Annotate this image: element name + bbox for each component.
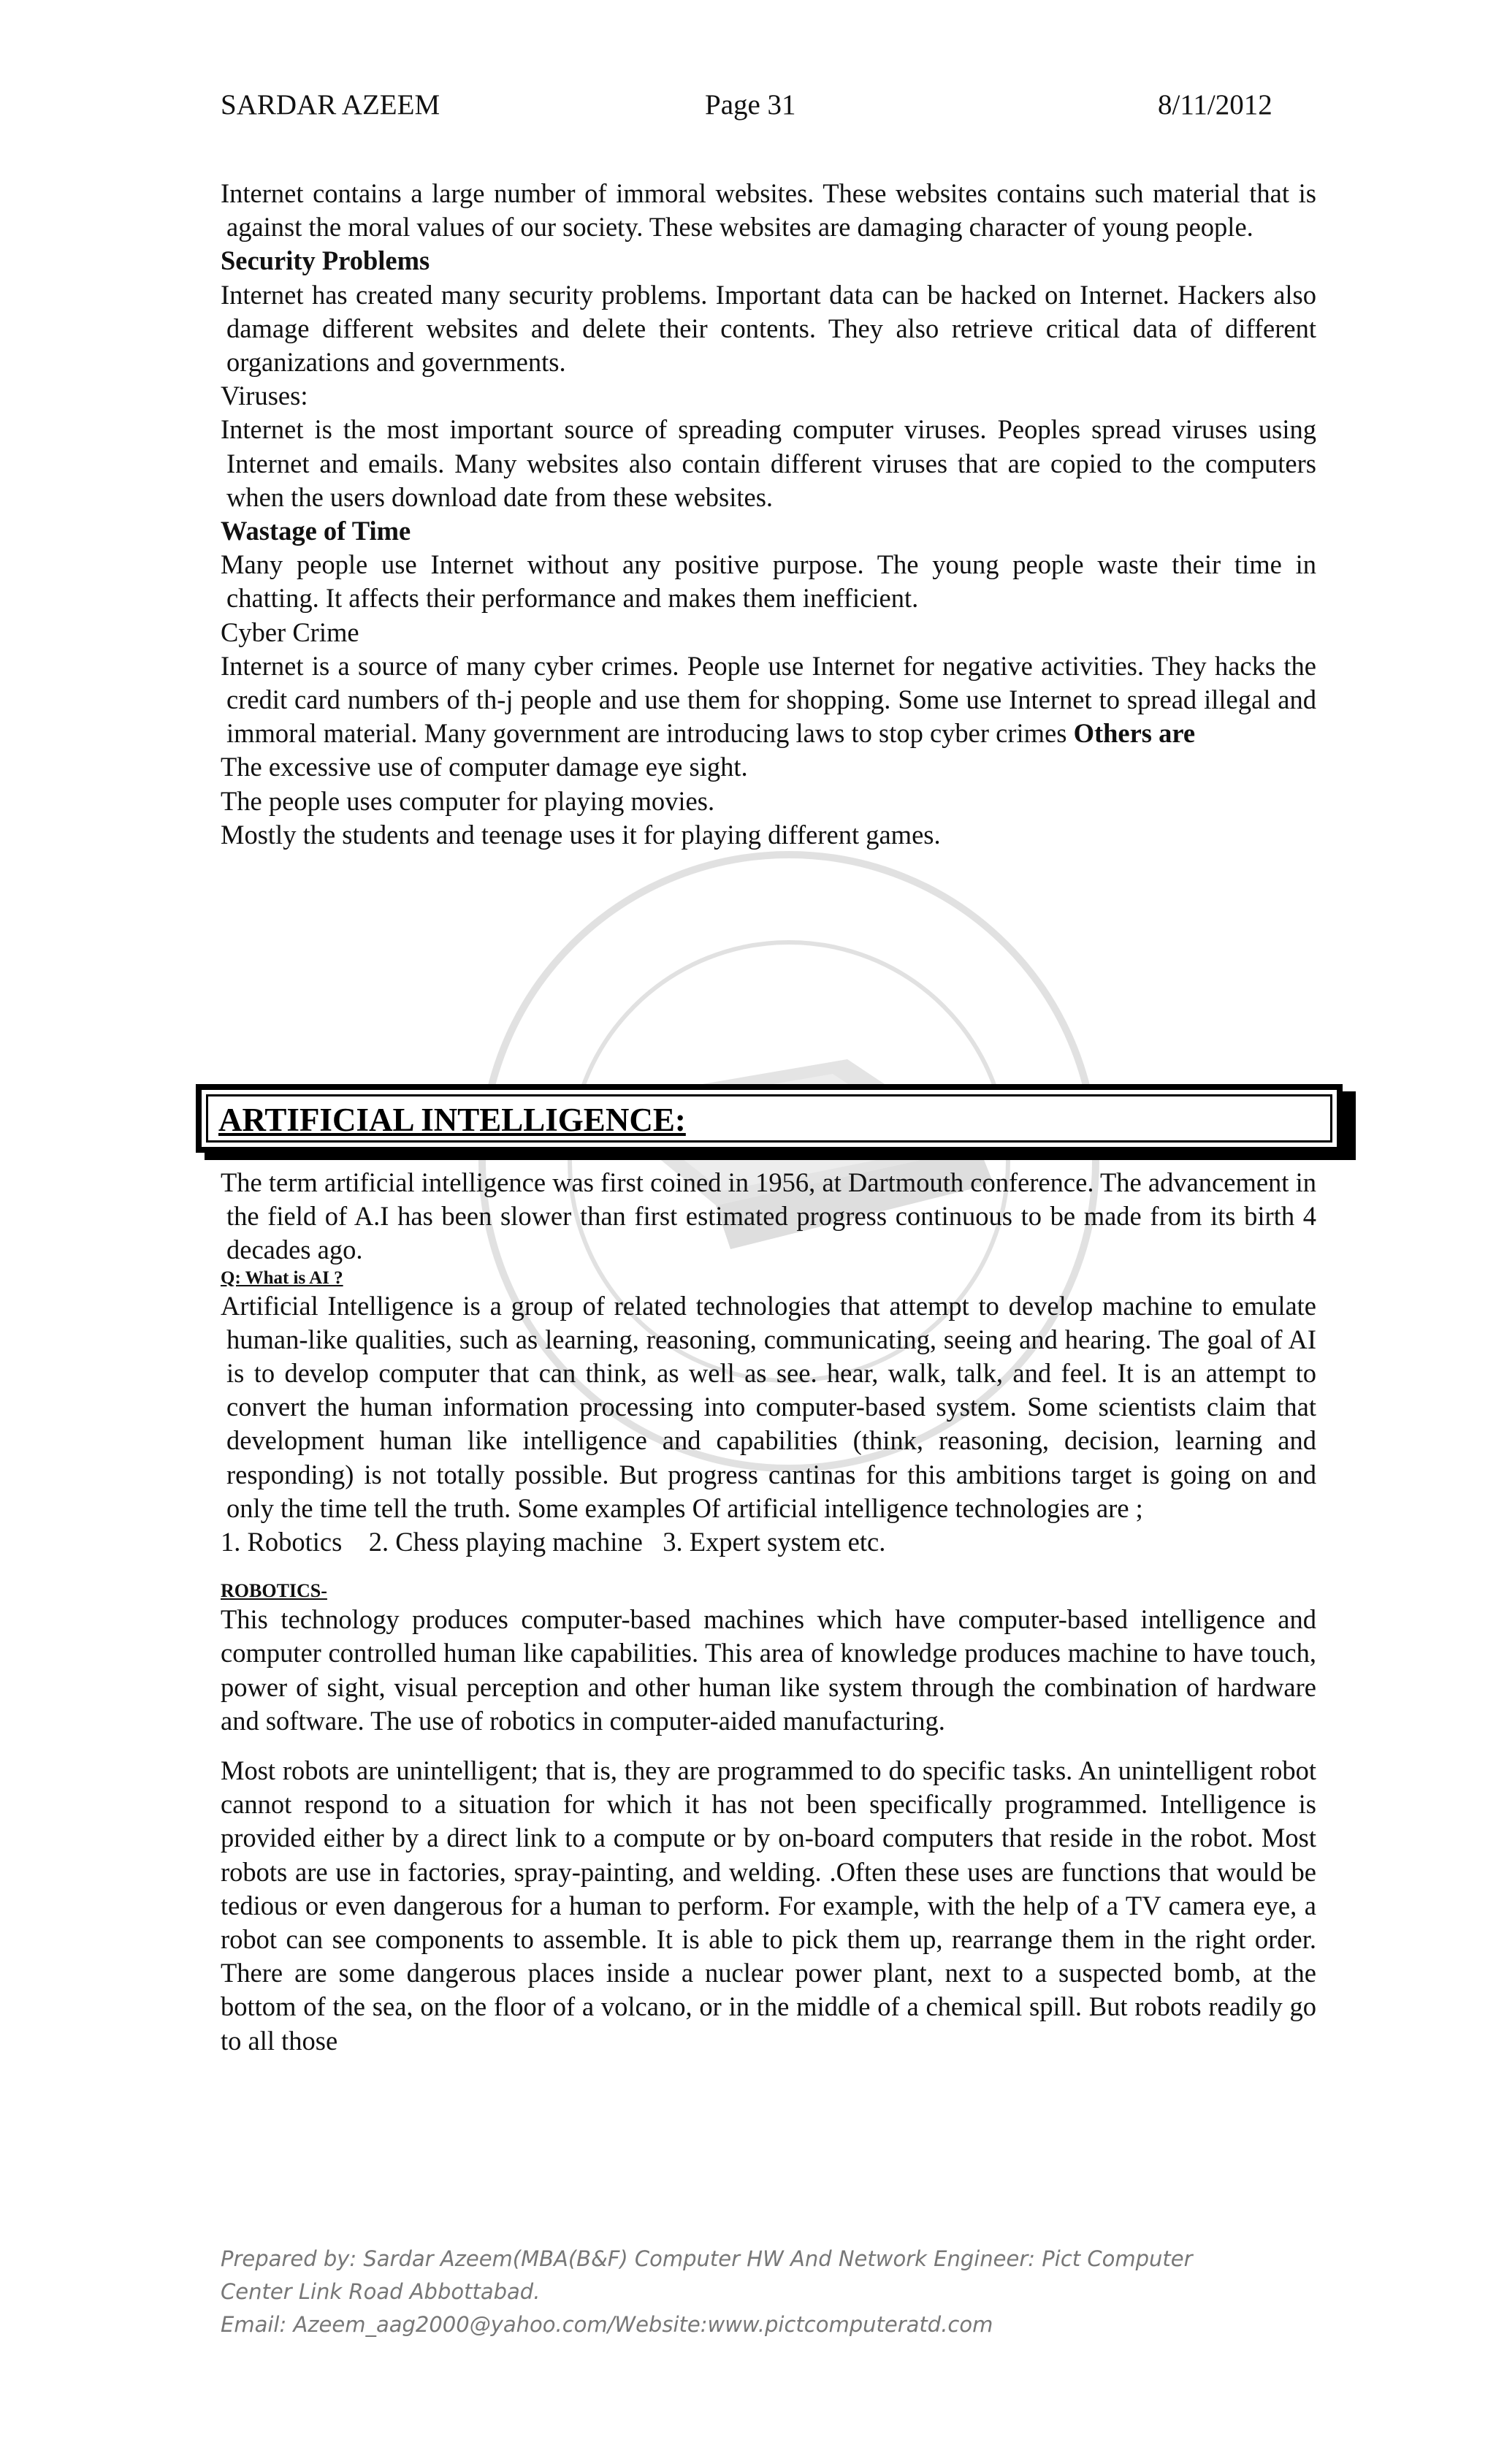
others-item: The excessive use of computer damage eye sight. xyxy=(221,752,748,782)
ai-heading: ARTIFICIAL INTELLIGENCE: xyxy=(218,1102,686,1138)
page-footer xyxy=(221,2243,1346,2341)
immoral-paragraph: Internet contains a large number of immoral websites. These websites contains such material that is against the moral values of our society. These websites are damaging character of young people. xyxy=(221,178,1316,243)
ai-intro-paragraph: The term artificial intelligence was first coined in 1956, at Dartmouth conference. The advancement in the field of A.I has been slower than first estimated progress continuous to be made from its birth 4 decades ago. xyxy=(221,1167,1316,1265)
robotics-paragraph-2: Most robots are unintelligent; that is, they are programmed to do specific tasks. An unintelligent robot cannot respond to a situation for which it has not been specifically programmed. Intelligence is provided either by a direct link to a compute or by on-board computers that reside in the robot. Most robots are use in factories, spray-painting, and welding. .Often these uses are functions that would be tedious or even dangerous for a human to perform. For example, with the help of a TV camera eye, a robot can see components to assemble. It is able to pick them up, rearrange them in the right order. There are some dangerous places inside a nuclear power plant, next to a suspected bomb, at the bottom of the sea, on the floor of a volcano, or in the middle of a chemical spill. But robots readily go to all those xyxy=(221,1755,1316,2056)
wastage-paragraph: Many people use Internet without any positive purpose. The young people waste their time in chatting. It affects their performance and makes them inefficient. xyxy=(221,549,1316,614)
cyber-paragraph xyxy=(221,649,1316,751)
security-heading: Security Problems xyxy=(221,245,430,276)
viruses-heading: Viruses: xyxy=(221,381,308,411)
ai-question: Q: What is AI ? xyxy=(221,1267,343,1288)
robotics-paragraph-1: This technology produces computer-based machines which have computer-based intelligence and computer controlled human like capabilities. This area of knowledge produces machine to have touch, power of sight, visual perception and other human like system through the combination of hardware and software. The use of robotics in computer-aided manufacturing. xyxy=(221,1604,1316,1736)
others-item: The people uses computer for playing movies. xyxy=(221,785,715,816)
viruses-paragraph: Internet is the most important source of spreading computer viruses. Peoples spread viruses using Internet and emails. Many websites also contain different viruses that are copied to the computers when the users download date from these websites. xyxy=(221,414,1316,512)
robotics-heading: ROBOTICS- xyxy=(221,1580,327,1602)
others-label: Others are xyxy=(1073,718,1196,749)
footer-line: Prepared by: Sardar Azeem(MBA(B&F) Computer HW And Network Engineer: Pict Computer xyxy=(221,2246,1193,2271)
ai-answer-paragraph: Artificial Intelligence is a group of related technologies that attempt to develop machine to emulate human-like qualities, such as learning, reasoning, communicating, seeing and hearing. The goal of AI is to develop computer that can think, as well as see. hear, walk, talk, and feel. It is an attempt to convert the human information processing into computer-based system. Some scientists claim that development human like intelligence and capabilities (think, reasoning, decision, learning and responding) is not totally possible. But progress cantinas for this ambitions target is going on and only the time tell the truth. Some examples Of artificial intelligence technologies are ; xyxy=(221,1290,1316,1523)
footer-contact: Email: Azeem_aag2000@yahoo.com/Website:www.pictcomputeratd.com xyxy=(221,2312,993,2337)
header-page-number: Page 31 xyxy=(705,89,796,121)
ai-heading-box xyxy=(196,1084,1343,1153)
ai-examples: 1. Robotics 2. Chess playing machine 3. Expert system etc. xyxy=(221,1527,886,1557)
intro-section xyxy=(221,177,1316,852)
ai-section xyxy=(221,1166,1316,2058)
wastage-heading: Wastage of Time xyxy=(221,516,411,546)
others-item: Mostly the students and teenage uses it for playing different games. xyxy=(221,819,941,850)
cyber-heading: Cyber Crime xyxy=(221,617,359,647)
security-paragraph: Internet has created many security problems. Important data can be hacked on Internet. Hackers also damage different websites and delete their contents. They also retrieve critical data of different organizations and governments. xyxy=(221,279,1316,378)
cyber-text: Internet is a source of many cyber crimes. People use Internet for negative activities. They hacks the credit card numbers of th-j people and use them for shopping. Some use Internet to spread illegal and immoral material. Many government are introducing laws to stop cyber crimes xyxy=(221,650,1316,749)
footer-line: Center Link Road Abbottabad. xyxy=(221,2279,541,2304)
header-author: SARDAR AZEEM xyxy=(221,89,440,121)
header-date: 8/11/2012 xyxy=(1158,89,1272,121)
